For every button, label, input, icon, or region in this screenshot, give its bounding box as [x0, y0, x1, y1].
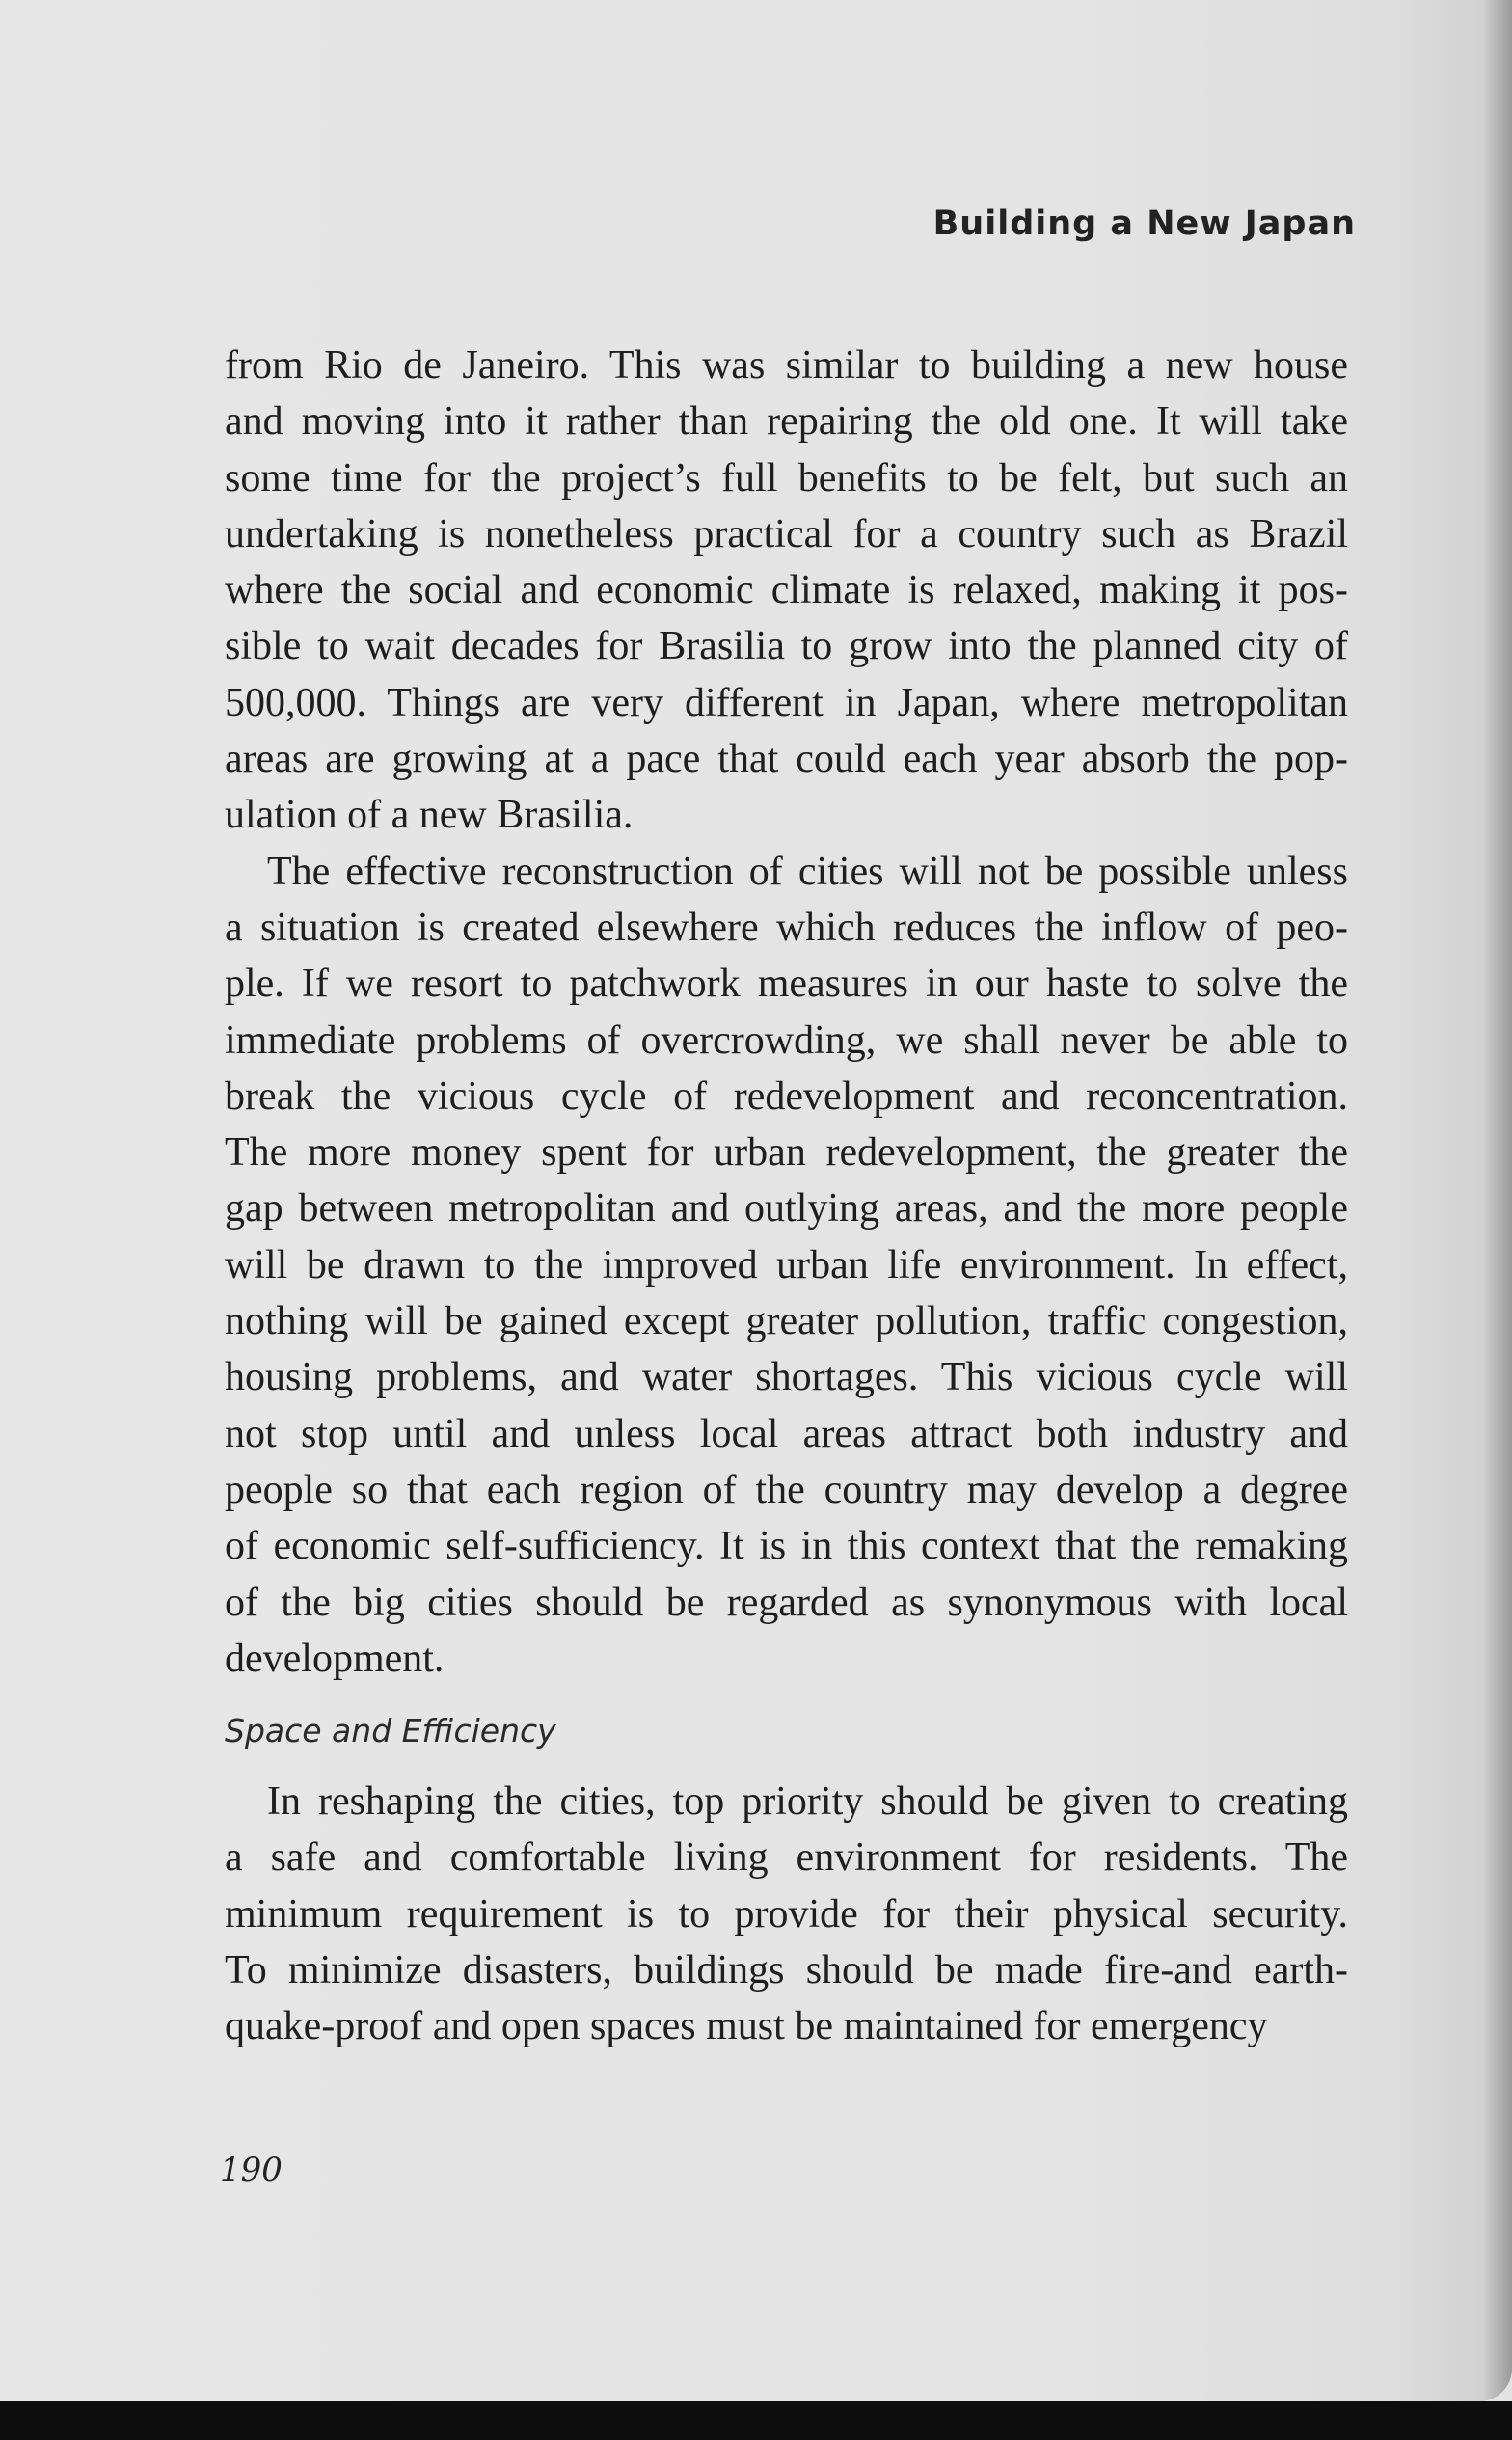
text-line: ple. If we resort to patchwork measures in our haste to solve the — [225, 962, 1348, 1007]
paragraph — [225, 338, 1348, 844]
text-line: undertaking is nonetheless practical for a country such as Brazil — [225, 511, 1348, 556]
scan-edge-strip — [0, 2401, 1512, 2440]
text-line: will be drawn to the improved urban life environment. In effect, — [225, 1242, 1348, 1288]
text-line: quake-proof and open spaces must be maintained for emergency — [225, 2004, 1268, 2049]
body-text — [225, 338, 1348, 2055]
text-line: housing problems, and water shortages. This vicious cycle will — [225, 1355, 1348, 1400]
text-line: where the social and economic climate is relaxed, making it pos- — [225, 568, 1348, 613]
paragraph — [225, 844, 1348, 1687]
text-line: people so that each region of the country may develop a degree — [225, 1467, 1348, 1512]
text-line: The effective reconstruction of cities will not be possible unless — [267, 849, 1348, 894]
text-line: from Rio de Janeiro. This was similar to building a new house — [225, 343, 1348, 388]
paragraphs-before-subheading — [225, 338, 1348, 1687]
text-line: and moving into it rather than repairing the old one. It will take — [225, 399, 1348, 445]
text-line: development. — [225, 1636, 445, 1681]
text-line: nothing will be gained except greater pollution, traffic congestion, — [225, 1299, 1348, 1344]
text-line: In reshaping the cities, top priority should be given to creating — [267, 1779, 1348, 1825]
paragraph — [225, 1774, 1348, 2054]
text-line: of the big cities should be regarded as synonymous with local — [225, 1580, 1348, 1625]
section-subheading: Space and Efficiency — [225, 1712, 556, 1750]
text-line: The more money spent for urban redevelopment, the greater the — [225, 1130, 1348, 1176]
text-line: a situation is created elsewhere which reduces the inflow of peo- — [225, 905, 1348, 950]
text-line: gap between metropolitan and outlying areas, and the more people — [225, 1186, 1348, 1232]
paragraphs-after-subheading — [225, 1774, 1348, 2054]
text-line: areas are growing at a pace that could each year absorb the pop- — [225, 737, 1348, 782]
text-line: some time for the project’s full benefits to be felt, but such an — [225, 455, 1348, 501]
text-line: To minimize disasters, buildings should be made fire-and earth- — [225, 1948, 1348, 1993]
text-line: break the vicious cycle of redevelopment and reconcentration. — [225, 1073, 1348, 1119]
running-head: Building a New Japan — [932, 204, 1356, 243]
text-line: ulation of a new Brasilia. — [225, 793, 634, 838]
text-line: 500,000. Things are very different in Japan, where metropolitan — [225, 680, 1348, 725]
text-line: minimum requirement is to provide for their physical security. — [225, 1891, 1348, 1937]
text-line: immediate problems of overcrowding, we shall never be able to — [225, 1017, 1348, 1063]
text-line: a safe and comfortable living environment for residents. The — [225, 1835, 1348, 1881]
text-line: sible to wait decades for Brasilia to grow into the planned city of — [225, 624, 1348, 669]
text-line: not stop until and unless local areas attract both industry and — [225, 1411, 1348, 1456]
page-number: 190 — [220, 2151, 283, 2189]
text-line: of economic self-sufficiency. It is in this context that the remaking — [225, 1524, 1348, 1569]
